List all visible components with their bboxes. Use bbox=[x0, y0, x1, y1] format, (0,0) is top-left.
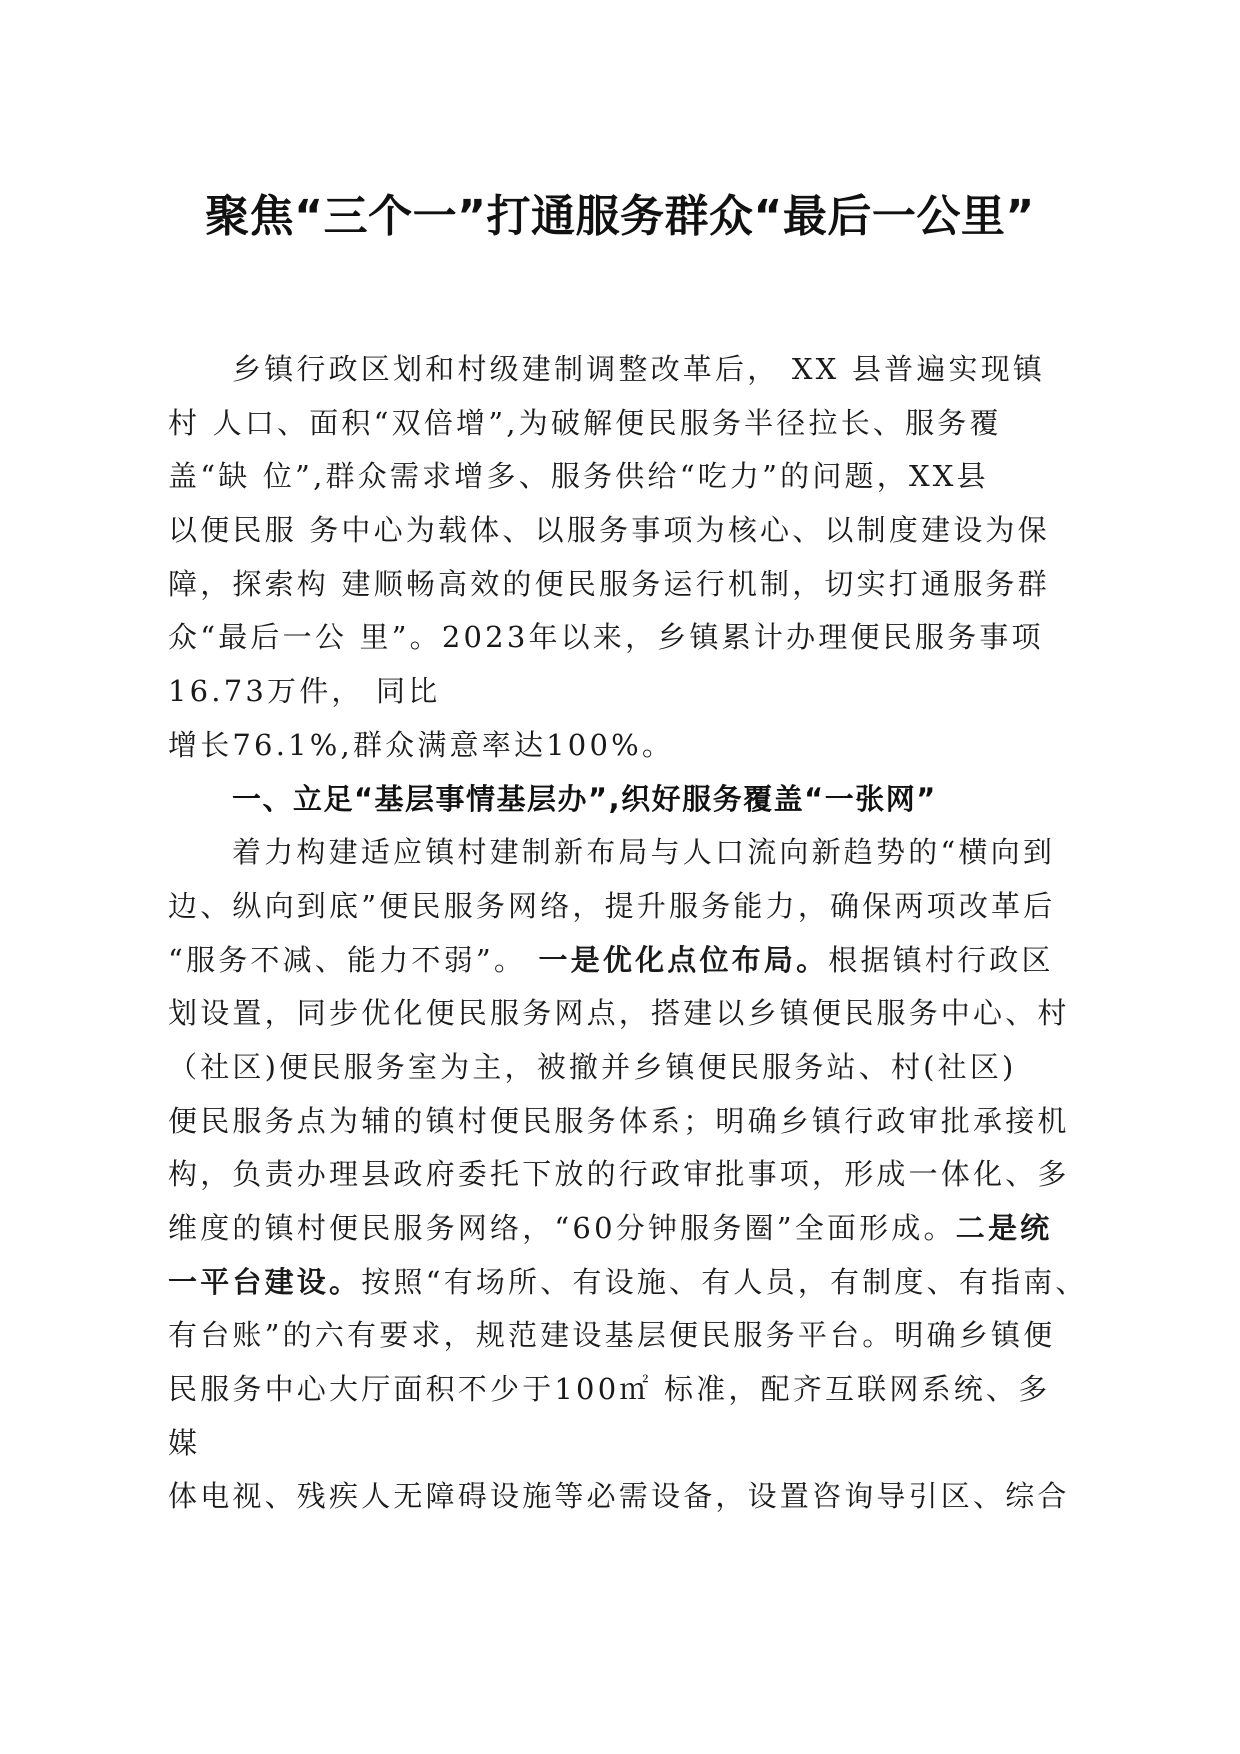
text-line: 障，探索构 建顺畅高效的便民服务运行机制，切实打通服务群 bbox=[168, 566, 1050, 601]
text-line: 16.73万件， 同比 bbox=[168, 674, 441, 709]
text-line: 媒 bbox=[168, 1425, 201, 1460]
document-body bbox=[168, 343, 1088, 1524]
text-run: “服务不减、能力不弱”。 bbox=[168, 942, 539, 977]
text-run: 按照“有场所、有设施、有人员，有制度、有指南、 bbox=[361, 1264, 1088, 1299]
text-line: 边、纵向到底”便民服务网络，提升服务能力，确保两项改革后 bbox=[168, 888, 1056, 923]
text-line: 村 人口、面积“双倍增”,为破解便民服务半径拉长、服务覆 bbox=[168, 405, 1002, 440]
text-line: 着力构建适应镇村建制新布局与人口流向新趋势的“横向到 bbox=[232, 835, 1056, 870]
text-line: 乡镇行政区划和村级建制调整改革后， XX 县普遍实现镇 bbox=[232, 352, 1046, 386]
text-line: （社区)便民服务室为主，被撤并乡镇便民服务站、村(社区) bbox=[168, 1049, 1017, 1084]
bold-lead: 二是统 bbox=[955, 1211, 1053, 1246]
text-line bbox=[168, 934, 1084, 988]
text-line bbox=[168, 1202, 1084, 1256]
bold-lead: 一平台建设。 bbox=[168, 1264, 362, 1299]
text-run: 根据镇村行政区 bbox=[828, 942, 1054, 977]
text-line: 增长76.1%,群众满意率达100%。 bbox=[168, 727, 675, 762]
text-line: 以便民服 务中心为载体、以服务事项为核心、以制度建设为保 bbox=[168, 513, 1050, 548]
text-line: 体电视、残疾人无障碍设施等必需设备，设置咨询导引区、综合 bbox=[168, 1479, 1070, 1514]
text-line: 众“最后一公 里”。2023年以来，乡镇累计办理便民服务事项 bbox=[168, 620, 1044, 655]
text-line: 有台账”的六有要求，规范建设基层便民服务平台。明确乡镇便 bbox=[168, 1318, 1056, 1353]
text-line: 构，负责办理县政府委托下放的行政审批事项，形成一体化、多 bbox=[168, 1157, 1070, 1192]
text-run: 维度的镇村便民服务网络，“60分钟服务圈”全面形成。 bbox=[168, 1211, 956, 1246]
text-line: 便民服务点为辅的镇村便民服务体系；明确乡镇行政审批承接机 bbox=[168, 1103, 1070, 1138]
bold-lead: 一是优化点位布局。 bbox=[538, 942, 829, 977]
section-heading: 一、立足“基层事情基层办”,织好服务覆盖“一张网” bbox=[232, 781, 937, 816]
text-line bbox=[168, 1256, 1088, 1310]
section-paragraph bbox=[168, 826, 1088, 1524]
text-line: 民服务中心大厅面积不少于100㎡ 标准，配齐互联网系统、多 bbox=[168, 1372, 1051, 1407]
document-title: 聚焦“三个一”打通服务群众“最后一公里” bbox=[205, 191, 1035, 242]
text-line: 盖“缺 位”,群众需求增多、服务供给“吃力”的问题，XX县 bbox=[168, 459, 989, 494]
text-line: 划设置，同步优化便民服务网点，搭建以乡镇便民服务中心、村 bbox=[168, 996, 1070, 1031]
intro-paragraph bbox=[168, 343, 1084, 773]
